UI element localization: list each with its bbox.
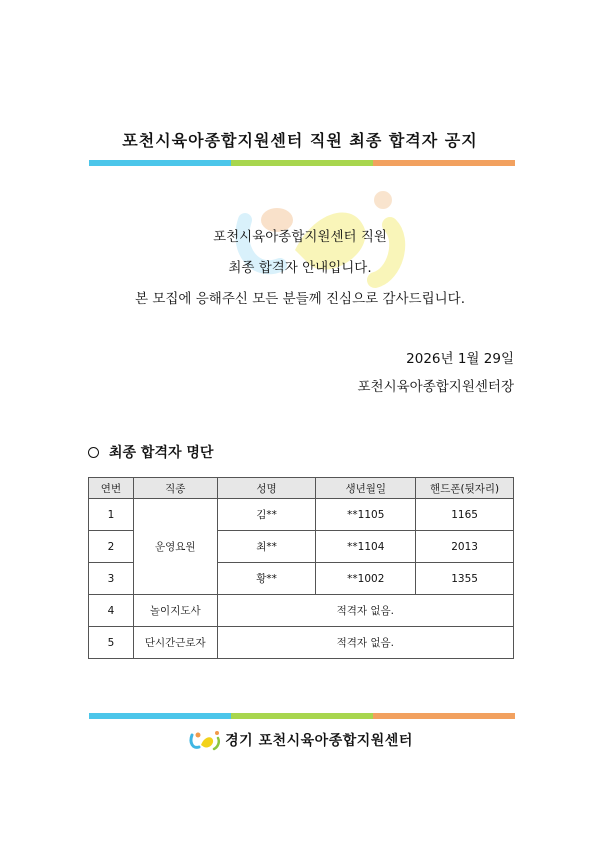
table-header-row <box>89 478 514 499</box>
signer-name: 포천시육아종합지원센터장 <box>357 379 514 395</box>
cell-no: 4 <box>89 595 134 627</box>
cell-job: 단시간근로자 <box>133 627 217 659</box>
cell-phone: 2013 <box>416 531 514 563</box>
cell-no: 3 <box>89 563 134 595</box>
footer <box>0 729 600 751</box>
section-heading <box>88 442 213 462</box>
header-name: 성명 <box>217 478 316 499</box>
cell-birth: **1002 <box>316 563 416 595</box>
cell-no: 5 <box>89 627 134 659</box>
cell-name: 황** <box>217 563 316 595</box>
cell-phone: 1355 <box>416 563 514 595</box>
circle-bullet-icon <box>88 447 99 458</box>
header-phone: 핸드폰(뒷자리) <box>416 478 514 499</box>
footer-org-name: 경기 포천시육아종합지원센터 <box>225 733 413 749</box>
header-birth: 생년월일 <box>316 478 416 499</box>
intro-line-1: 포천시육아종합지원센터 직원 <box>213 229 387 245</box>
header-job: 직종 <box>133 478 217 499</box>
table-row <box>89 595 514 627</box>
cell-note: 적격자 없음. <box>217 595 513 627</box>
notice-date: 2026년 1월 29일 <box>406 351 514 367</box>
header-no: 연번 <box>89 478 134 499</box>
cell-job: 놀이지도사 <box>133 595 217 627</box>
cell-birth: **1105 <box>316 499 416 531</box>
color-stripe-top <box>89 160 515 166</box>
intro-line-3: 본 모집에 응해주신 모든 분들께 진심으로 감사드립니다. <box>135 291 465 307</box>
cell-job-group: 운영요원 <box>133 499 217 595</box>
color-stripe-bottom <box>89 713 515 719</box>
table-row <box>89 499 514 531</box>
page-title: 포천시육아종합지원센터 직원 최종 합격자 공지 <box>122 131 478 150</box>
stripe-segment-orange <box>373 160 515 166</box>
stripe-segment-blue <box>89 713 231 719</box>
stripe-segment-green <box>231 160 373 166</box>
stripe-segment-blue <box>89 160 231 166</box>
cell-note: 적격자 없음. <box>217 627 513 659</box>
cell-birth: **1104 <box>316 531 416 563</box>
cell-name: 최** <box>217 531 316 563</box>
section-title: 최종 합격자 명단 <box>109 445 214 461</box>
cell-phone: 1165 <box>416 499 514 531</box>
table-row <box>89 627 514 659</box>
intro-message <box>0 228 600 321</box>
stripe-segment-green <box>231 713 373 719</box>
intro-line-2: 최종 합격자 안내입니다. <box>228 260 372 276</box>
cell-no: 2 <box>89 531 134 563</box>
cell-no: 1 <box>89 499 134 531</box>
cell-name: 김** <box>217 499 316 531</box>
center-logo-icon <box>187 729 221 751</box>
results-table <box>88 477 514 659</box>
stripe-segment-orange <box>373 713 515 719</box>
